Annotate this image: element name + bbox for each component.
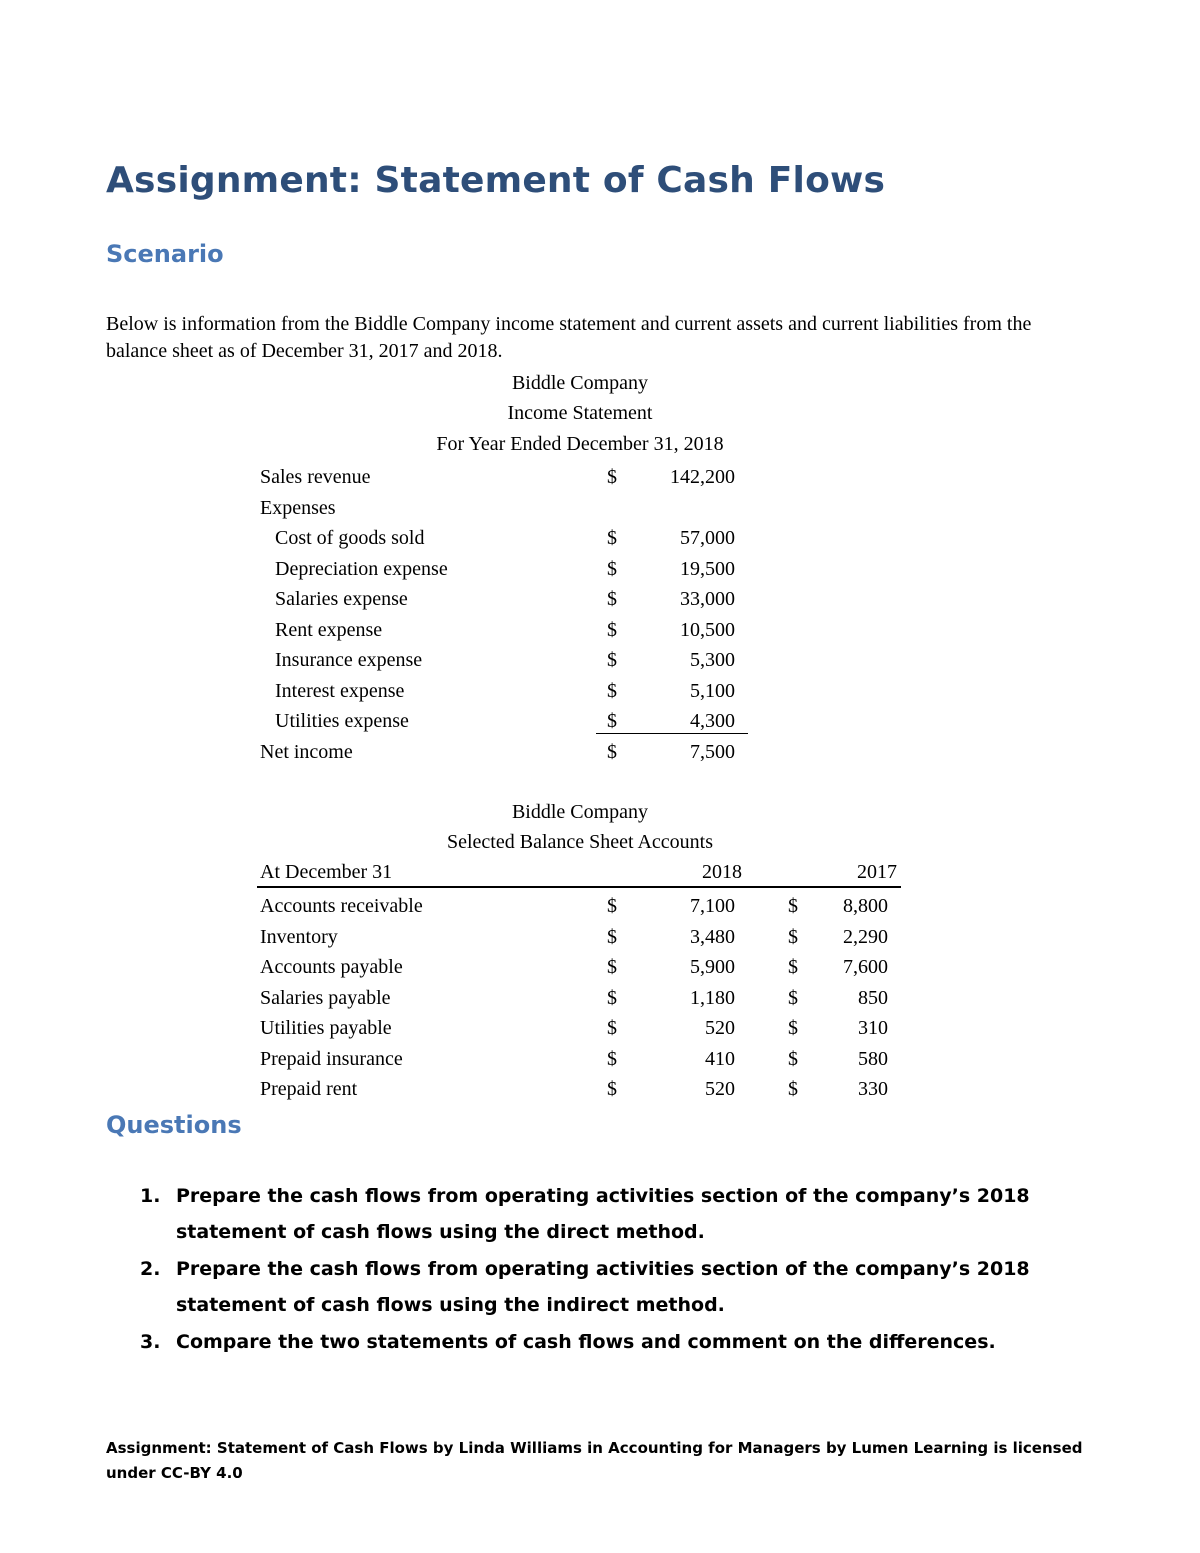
balance-sheet-row	[0, 1044, 1200, 1074]
line-item-amount: 10,500	[680, 618, 735, 641]
questions-list	[140, 1178, 1100, 1361]
income-statement-title: Income Statement	[507, 402, 653, 424]
income-statement-company: Biddle Company	[511, 372, 649, 394]
income-statement-row	[0, 523, 1200, 553]
income-statement-row	[0, 493, 1200, 523]
balance-sheet-header-label: At December 31	[260, 861, 393, 883]
account-value-2018: 410	[705, 1047, 735, 1070]
account-value-2017: 330	[858, 1078, 888, 1100]
currency-symbol-2018: $	[607, 1078, 617, 1100]
line-item-amount: 5,100	[690, 679, 735, 702]
question-item	[140, 1178, 1100, 1250]
income-statement-row	[0, 584, 1200, 614]
account-value-2018: 520	[705, 1017, 735, 1039]
question-item	[140, 1324, 1100, 1360]
account-label: Accounts receivable	[260, 895, 423, 917]
currency-symbol-2017: $	[788, 1047, 798, 1070]
line-item-label: Insurance expense	[275, 649, 423, 671]
account-label: Salaries payable	[260, 986, 391, 1009]
license-footer: Assignment: Statement of Cash Flows by Linda Williams in Accounting for Managers by Lumen Learning is licensed under CC-BY 4.0	[106, 1439, 1083, 1482]
account-value-2017: 7,600	[843, 956, 888, 978]
currency-symbol-2018: $	[607, 1047, 617, 1070]
account-value-2018: 1,180	[690, 986, 735, 1009]
currency-symbol-2017: $	[788, 895, 798, 917]
question-number: 1.	[140, 1185, 161, 1207]
account-value-2017: 2,290	[843, 925, 888, 948]
line-item-label: Utilities expense	[275, 710, 409, 732]
line-item-amount: 5,300	[690, 649, 735, 671]
account-label: Prepaid rent	[260, 1078, 358, 1100]
line-item-label: Cost of goods sold	[275, 527, 425, 549]
currency-symbol-2018: $	[607, 925, 617, 948]
balance-sheet-title: Selected Balance Sheet Accounts	[446, 831, 713, 853]
currency-symbol-2018: $	[607, 986, 617, 1009]
balance-sheet-row	[0, 922, 1200, 952]
income-statement-row	[0, 645, 1200, 675]
line-item-label: Rent expense	[275, 618, 383, 641]
currency-symbol: $	[607, 740, 617, 763]
question-text: Prepare the cash flows from operating activities section of the company’s 2018 statement of cash flows using the direct method.	[176, 1185, 1030, 1243]
balance-sheet-row	[0, 891, 1200, 921]
account-label: Inventory	[260, 925, 338, 948]
line-item-amount: 57,000	[680, 527, 735, 549]
question-item	[140, 1251, 1100, 1323]
question-text: Prepare the cash flows from operating activities section of the company’s 2018 statement of cash flows using the indirect method.	[176, 1258, 1030, 1316]
currency-symbol: $	[607, 618, 617, 641]
line-item-label: Salaries expense	[275, 588, 408, 610]
account-label: Prepaid insurance	[260, 1047, 403, 1070]
currency-symbol: $	[607, 557, 617, 580]
line-item-label: Depreciation expense	[275, 557, 448, 580]
line-item-amount: 4,300	[690, 710, 735, 732]
account-value-2018: 3,480	[690, 925, 735, 948]
currency-symbol-2017: $	[788, 1078, 798, 1100]
currency-symbol-2018: $	[607, 1017, 617, 1039]
line-item-label: Sales revenue	[260, 466, 371, 488]
balance-sheet-header-row	[0, 857, 1200, 887]
question-text: Compare the two statements of cash flows and comment on the differences.	[176, 1331, 996, 1353]
account-value-2017: 8,800	[843, 895, 888, 917]
line-item-amount: 7,500	[690, 740, 735, 763]
account-value-2017: 580	[858, 1047, 888, 1070]
income-statement-row	[0, 706, 1200, 736]
account-value-2017: 850	[858, 986, 888, 1009]
currency-symbol-2018: $	[607, 956, 617, 978]
intro-paragraph: Below is information from the Biddle Company income statement and current assets and current liabilities from the balance sheet as of December 31, 2017 and 2018.	[106, 313, 1032, 362]
scenario-heading: Scenario	[106, 240, 224, 268]
balance-sheet-row	[0, 952, 1200, 982]
balance-sheet-header-2017: 2017	[857, 861, 897, 883]
line-item-amount: 33,000	[680, 588, 735, 610]
income-statement-row	[0, 462, 1200, 492]
balance-sheet-row	[0, 1074, 1200, 1104]
question-number: 3.	[140, 1331, 161, 1353]
income-statement-period: For Year Ended December 31, 2018	[436, 433, 724, 455]
currency-symbol: $	[607, 649, 617, 671]
line-item-label: Expenses	[260, 496, 336, 519]
balance-sheet-row	[0, 1013, 1200, 1043]
header-rule	[257, 886, 901, 888]
line-item-label: Interest expense	[275, 679, 405, 702]
account-value-2018: 5,900	[690, 956, 735, 978]
balance-sheet-row	[0, 983, 1200, 1013]
currency-symbol-2017: $	[788, 956, 798, 978]
currency-symbol: $	[607, 710, 617, 732]
income-statement-row	[0, 615, 1200, 645]
subtotal-rule	[596, 733, 748, 734]
account-value-2017: 310	[858, 1017, 888, 1039]
line-item-label: Net income	[260, 740, 353, 763]
currency-symbol: $	[607, 466, 617, 488]
balance-sheet-company: Biddle Company	[511, 801, 649, 823]
questions-heading: Questions	[106, 1111, 242, 1139]
currency-symbol: $	[607, 527, 617, 549]
balance-sheet-header-2018: 2018	[702, 861, 742, 883]
currency-symbol: $	[607, 679, 617, 702]
line-item-amount: 142,200	[670, 466, 735, 488]
account-value-2018: 7,100	[690, 895, 735, 917]
income-statement-row	[0, 737, 1200, 767]
income-statement-row	[0, 554, 1200, 584]
income-statement-row	[0, 676, 1200, 706]
currency-symbol: $	[607, 588, 617, 610]
currency-symbol-2018: $	[607, 895, 617, 917]
account-label: Utilities payable	[260, 1017, 392, 1039]
page-title: Assignment: Statement of Cash Flows	[106, 160, 886, 201]
question-number: 2.	[140, 1258, 161, 1280]
account-value-2018: 520	[705, 1078, 735, 1100]
currency-symbol-2017: $	[788, 986, 798, 1009]
currency-symbol-2017: $	[788, 1017, 798, 1039]
line-item-amount: 19,500	[680, 557, 735, 580]
currency-symbol-2017: $	[788, 925, 798, 948]
account-label: Accounts payable	[260, 956, 403, 978]
